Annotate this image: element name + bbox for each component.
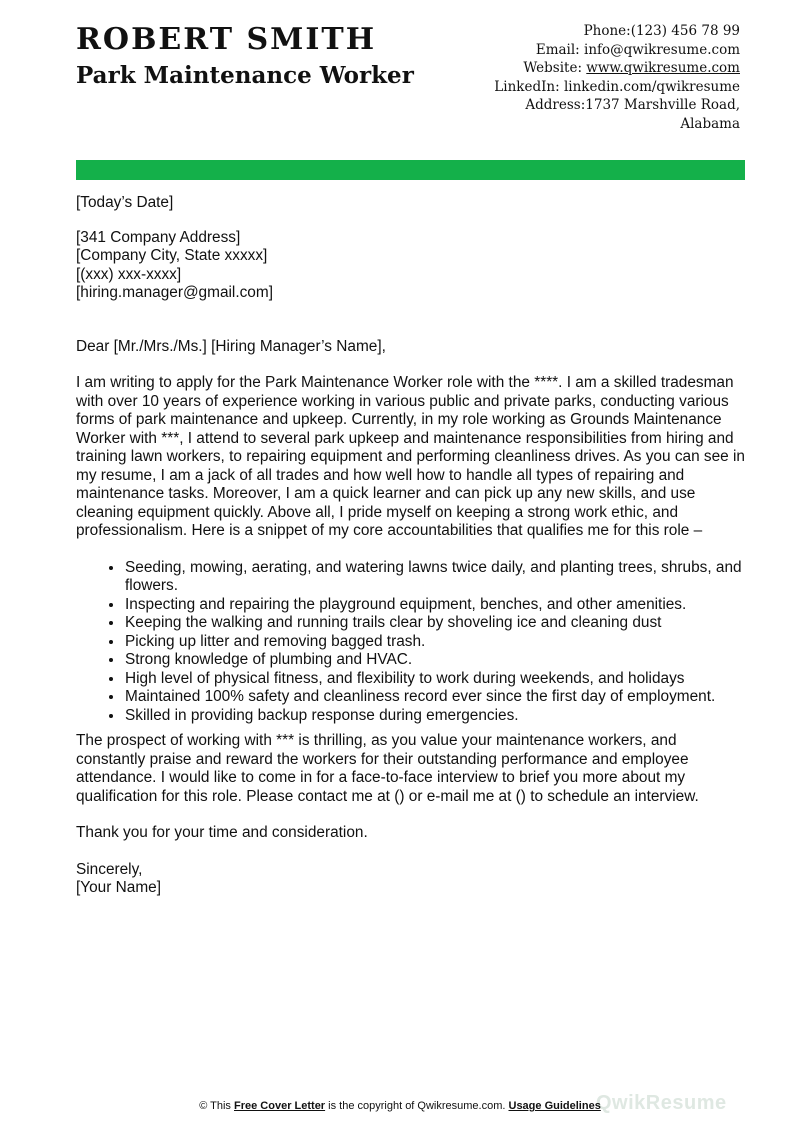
contact-email: Email: info@qwikresume.com xyxy=(535,41,740,58)
list-item: • Keeping the walking and running trails clear by shoveling ice and cleaning dust xyxy=(124,614,746,633)
recipient-address-line: [341 Company Address] xyxy=(76,228,241,246)
list-item: • Inspecting and repairing the playground equipment, benches, and other amenities. xyxy=(124,596,746,615)
contact-address-line2: Alabama xyxy=(680,115,740,132)
thank-you-line: Thank you for your time and consideration. xyxy=(76,824,368,841)
copyright-footer xyxy=(0,1100,800,1112)
contact-block xyxy=(440,22,740,133)
list-item: • Strong knowledge of plumbing and HVAC. xyxy=(124,651,746,670)
recipient-address xyxy=(76,229,746,303)
list-item: • Skilled in providing backup response during emergencies. xyxy=(124,707,746,726)
contact-website xyxy=(440,59,740,78)
signature-name: [Your Name] xyxy=(76,879,161,896)
qwikresume-watermark-logo: QwikResume xyxy=(596,1092,727,1114)
free-cover-letter-link[interactable]: Free Cover Letter xyxy=(234,1100,326,1112)
footer-middle: is the copyright of Qwikresume.com. xyxy=(325,1100,509,1112)
signoff: Sincerely, xyxy=(76,860,143,878)
duties-list xyxy=(76,559,746,726)
usage-guidelines-link[interactable]: Usage Guidelines xyxy=(508,1100,601,1112)
recipient-address-line: [hiring.manager@gmail.com] xyxy=(76,284,273,301)
recipient-address-line: [Company City, State xxxxx] xyxy=(76,247,268,264)
list-item: • Maintained 100% safety and cleanliness record ever since the first day of employment. xyxy=(124,688,746,707)
applicant-name: ROBERT SMITH xyxy=(76,22,377,57)
letter-body xyxy=(76,194,746,898)
contact-linkedin: LinkedIn: linkedin.com/qwikresume xyxy=(494,78,740,95)
letter-date: [Today’s Date] xyxy=(76,194,174,211)
footer-prefix: © This xyxy=(199,1100,234,1112)
accent-divider-bar xyxy=(76,160,745,180)
list-item: • Picking up litter and removing bagged trash. xyxy=(124,633,746,652)
list-item: • High level of physical fitness, and flexibility to work during weekends, and holidays xyxy=(124,670,746,689)
contact-address-line1: Address:1737 Marshville Road, xyxy=(525,97,740,113)
recipient-address-line: [(xxx) xxx-xxxx] xyxy=(76,265,182,283)
closing-paragraph: The prospect of working with *** is thrilling, as you value your maintenance workers, and constantly praise and reward the workers for their outstanding performance and employee attendance. I would like to come in for a face-to-face interview to brief you more about my qualification for this role. Please contact me at () or e-mail me at () to schedule an interview. xyxy=(76,732,699,805)
intro-paragraph: I am writing to apply for the Park Maintenance Worker role with the ****. I am a skilled tradesman with over 10 years of experience working in various public and private parks, conducting various forms of park maintenance and upkeep. Currently, in my role working as Grounds Maintenance Worker with ***, I attend to several park upkeep and maintenance responsibilities from hiring and training lawn workers, to repairing equipment and performing cleanliness drives. As you can see in my resume, I am a jack of all trades and how well how to handle all types of repairing and maintenance tasks. Moreover, I am a quick learner and can pick up any new skills, and use cleaning equipment quickly. Above all, I pride myself on keeping a strong work ethic, and professionalism. Here is a snippet of my core accountabilities that qualifies me for this role – xyxy=(76,374,745,539)
job-title: Park Maintenance Worker xyxy=(76,62,414,89)
contact-phone: Phone:(123) 456 78 99 xyxy=(583,23,740,39)
website-label: Website: xyxy=(523,60,587,76)
salutation: Dear [Mr./Mrs./Ms.] [Hiring Manager’s Name], xyxy=(76,337,386,355)
list-item: • Seeding, mowing, aerating, and watering lawns twice daily, and planting trees, shrubs, and flowers. xyxy=(124,559,746,596)
website-link[interactable]: www.qwikresume.com xyxy=(586,60,740,76)
